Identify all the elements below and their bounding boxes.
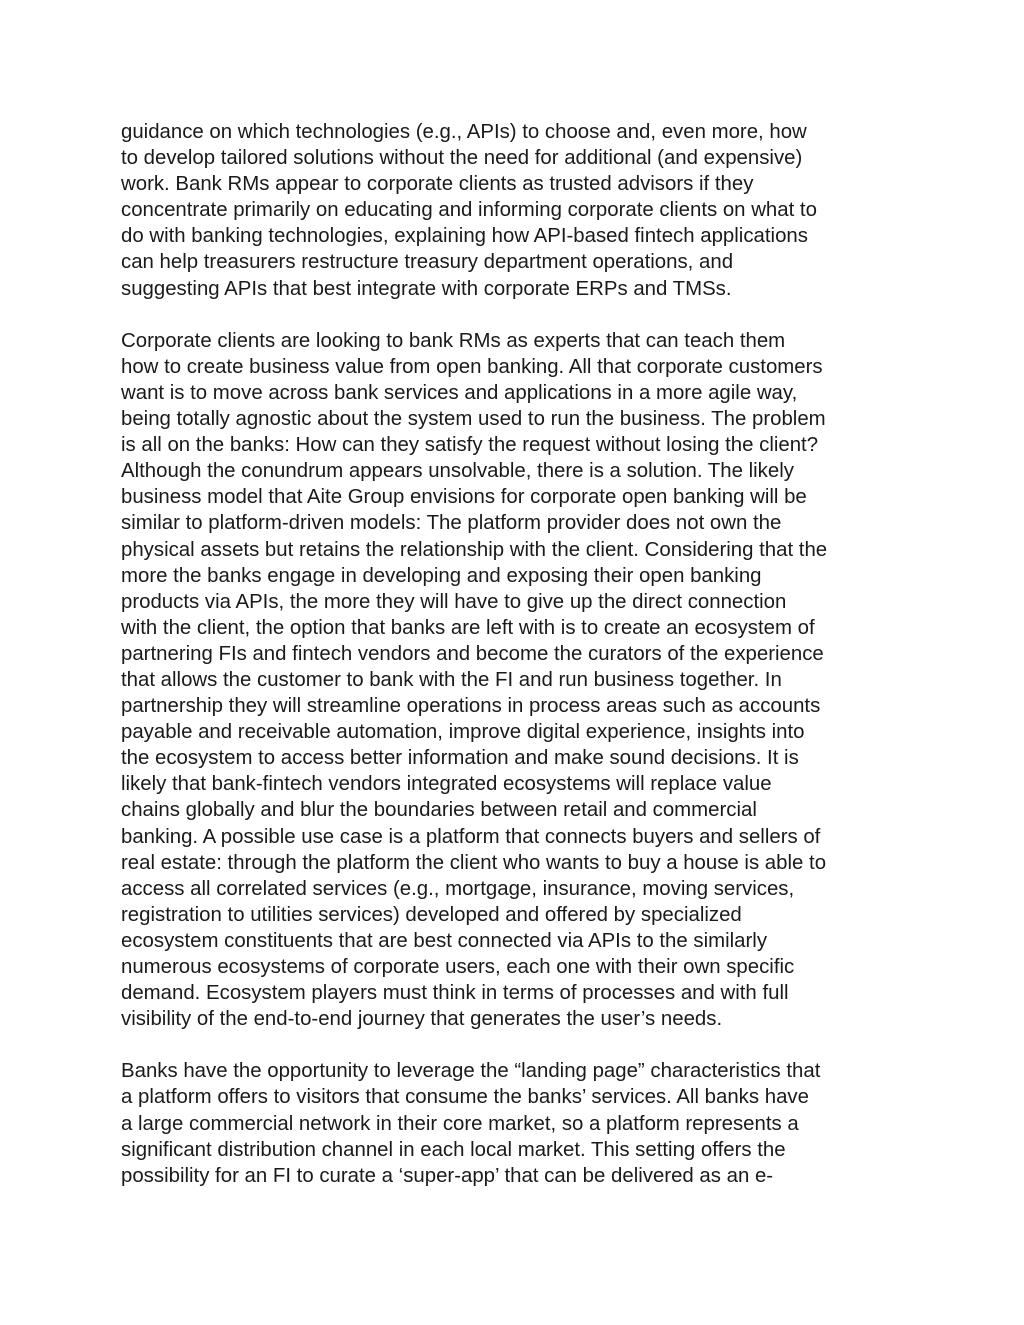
text-line: products via APIs, the more they will have to give up the direct connection	[121, 590, 787, 613]
text-line: business model that Aite Group envisions for corporate open banking will be	[121, 486, 807, 509]
text-line: registration to utilities services) developed and offered by specialized	[121, 903, 742, 926]
text-line: a platform offers to visitors that consume the banks’ services. All banks have	[121, 1086, 809, 1109]
text-line: a large commercial network in their core market, so a platform represents a	[121, 1112, 799, 1135]
text-line: possibility for an FI to curate a ‘super-app’ that can be delivered as an e-	[121, 1164, 774, 1187]
text-line: partnership they will streamline operations in process areas such as accounts	[121, 695, 821, 718]
text-line: work. Bank RMs appear to corporate clients as trusted advisors if they	[121, 173, 754, 196]
text-line: Banks have the opportunity to leverage the “landing page” characteristics that	[121, 1060, 821, 1083]
text-line: is all on the banks: How can they satisfy the request without losing the client?	[121, 434, 819, 457]
text-line: significant distribution channel in each local market. This setting offers the	[121, 1138, 786, 1161]
text-line: payable and receivable automation, improve digital experience, insights into	[121, 721, 805, 744]
text-line: do with banking technologies, explaining how API-based fintech applications	[121, 225, 808, 248]
text-line: banking. A possible use case is a platform that connects buyers and sellers of	[121, 825, 821, 848]
text-line: partnering FIs and fintech vendors and become the curators of the experience	[121, 642, 824, 665]
text-line: guidance on which technologies (e.g., APIs) to choose and, even more, how	[121, 121, 807, 143]
text-line: real estate: through the platform the client who wants to buy a house is able to	[121, 851, 827, 874]
text-line: likely that bank-fintech vendors integrated ecosystems will replace value	[121, 773, 772, 796]
text-line: visibility of the end-to-end journey that generates the user’s needs.	[121, 1008, 723, 1031]
text-line: more the banks engage in developing and exposing their open banking	[121, 564, 762, 587]
paragraph	[121, 328, 921, 1033]
text-line: to develop tailored solutions without the need for additional (and expensive)	[121, 147, 803, 170]
text-line: suggesting APIs that best integrate with corporate ERPs and TMSs.	[121, 277, 732, 300]
text-line: Corporate clients are looking to bank RMs as experts that can teach them	[121, 329, 786, 352]
text-line: demand. Ecosystem players must think in terms of processes and with full	[121, 982, 789, 1005]
text-line: that allows the customer to bank with the FI and run business together. In	[121, 668, 782, 691]
text-line: how to create business value from open banking. All that corporate customers	[121, 355, 823, 378]
document-page	[121, 119, 921, 1215]
text-line: similar to platform-driven models: The platform provider does not own the	[121, 512, 782, 535]
text-line: the ecosystem to access better information and make sound decisions. It is	[121, 747, 799, 770]
text-line: numerous ecosystems of corporate users, each one with their own specific	[121, 956, 795, 978]
text-line: ecosystem constituents that are best connected via APIs to the similarly	[121, 929, 768, 952]
paragraph	[121, 1058, 921, 1188]
text-line: being totally agnostic about the system used to run the business. The problem	[121, 408, 826, 431]
text-line: chains globally and blur the boundaries between retail and commercial	[121, 799, 757, 822]
text-line: Although the conundrum appears unsolvable, there is a solution. The likely	[121, 460, 794, 483]
text-line: physical assets but retains the relationship with the client. Considering that the	[121, 538, 828, 561]
text-line: access all correlated services (e.g., mortgage, insurance, moving services,	[121, 877, 795, 900]
paragraph	[121, 119, 921, 302]
text-line: want is to move across bank services and applications in a more agile way,	[121, 381, 798, 404]
text-line: can help treasurers restructure treasury department operations, and	[121, 251, 734, 274]
text-line: with the client, the option that banks are left with is to create an ecosystem of	[121, 616, 815, 639]
text-line: concentrate primarily on educating and informing corporate clients on what to	[121, 199, 817, 222]
